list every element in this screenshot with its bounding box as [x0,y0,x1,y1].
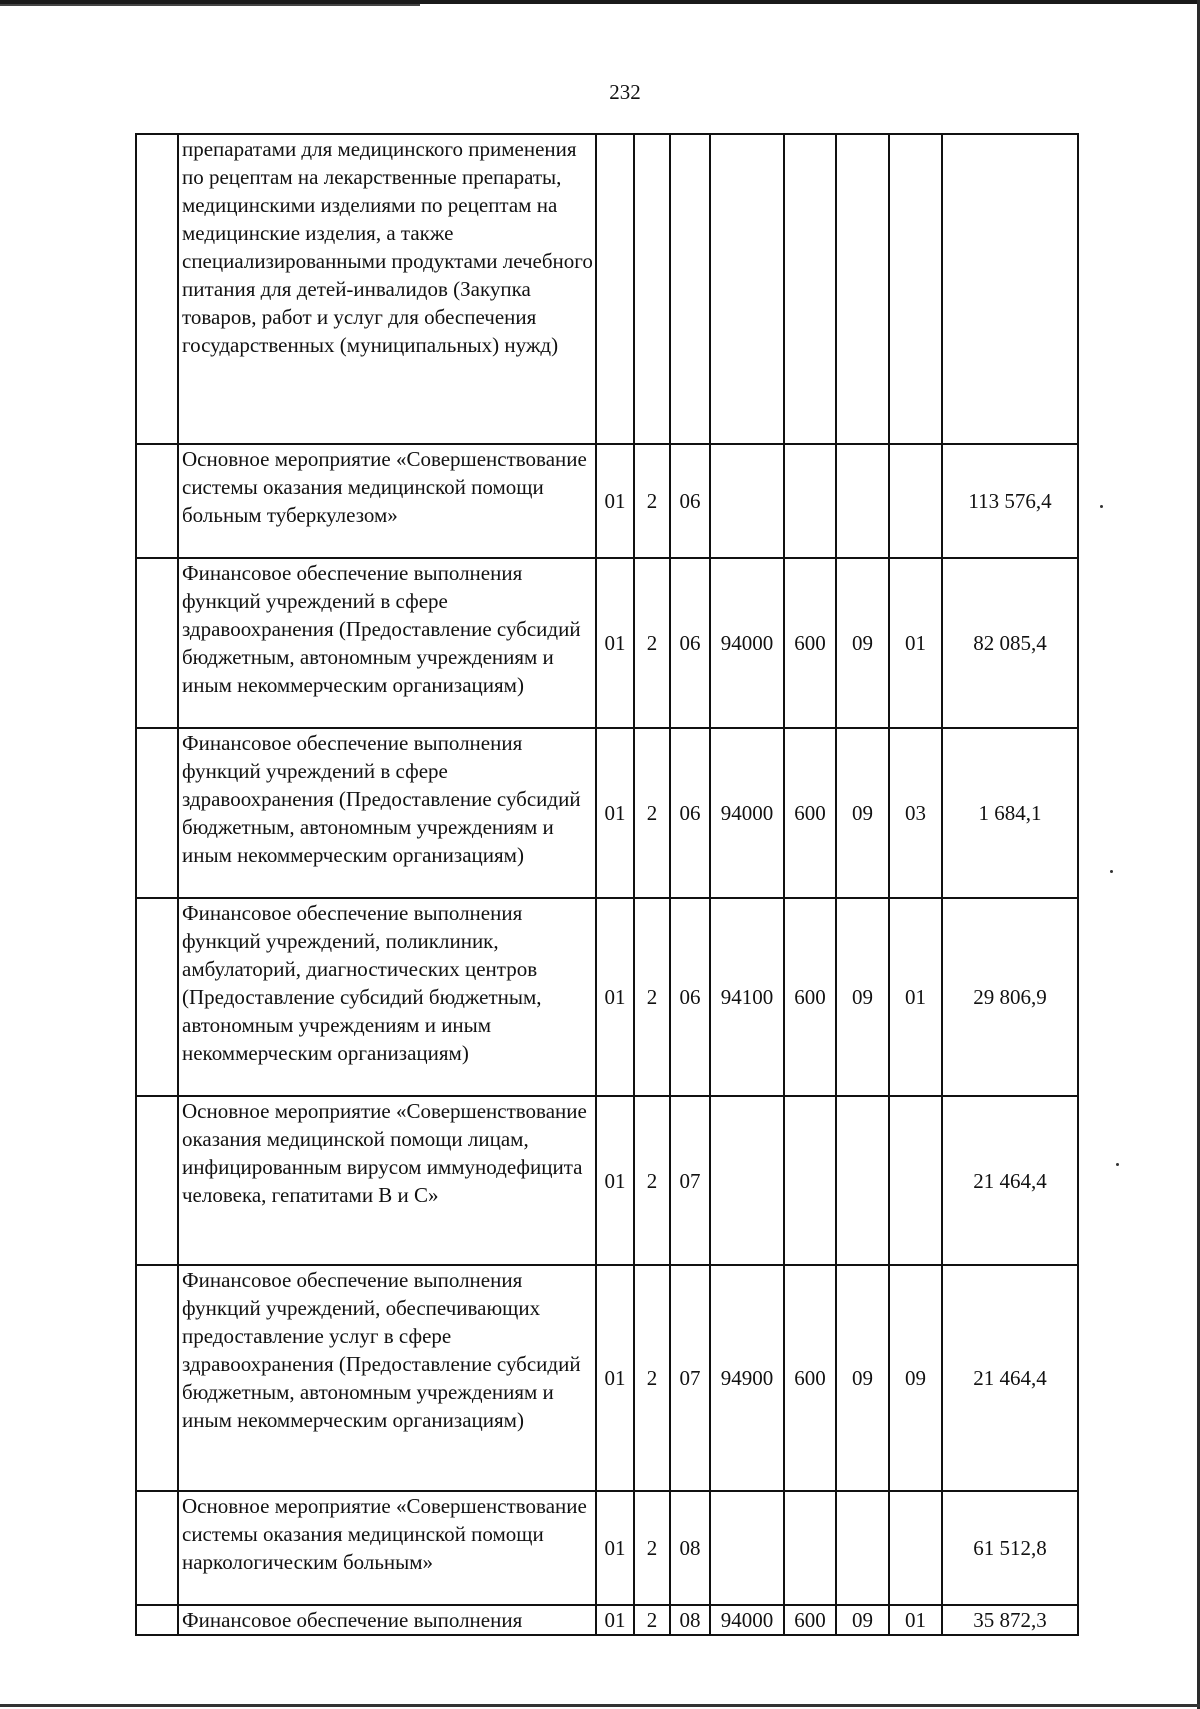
scan-speck [1100,505,1103,508]
code-cell: 01 [596,1605,634,1635]
code-cell: 01 [889,1605,942,1635]
row-index-cell [136,898,178,1096]
row-name-cell: Финансовое обеспечение выполнения функций учреждений, обеспечивающих предоставление услуг в сфере здравоохранения (Предоставление субсидий бюджетным, автономным учреждениям и иным некоммерческим организациям) [178,1265,596,1491]
row-index-cell [136,558,178,728]
code-cell: 07 [670,1096,710,1265]
code-cell [710,134,784,444]
code-cell: 600 [784,898,836,1096]
row-name-cell: Финансовое обеспечение выполнения функций учреждений, поликлиник, амбулаторий, диагностических центров (Предоставление субсидий бюджетным, автономным учреждениям и иным некоммерческим организациям) [178,898,596,1096]
code-cell: 2 [634,1096,670,1265]
code-cell: 01 [596,1265,634,1491]
code-cell: 08 [670,1605,710,1635]
code-cell [596,134,634,444]
code-cell: 2 [634,1491,670,1605]
code-cell [836,1491,889,1605]
code-cell [710,1491,784,1605]
table-row [136,558,1078,728]
code-cell [889,134,942,444]
code-cell [836,1096,889,1265]
row-name-cell: Финансовое обеспечение выполнения функций учреждений в сфере здравоохранения (Предоставление субсидий бюджетным, автономным учреждениям и иным некоммерческим организациям) [178,558,596,728]
amount-cell: 21 464,4 [942,1265,1078,1491]
row-index-cell [136,1096,178,1265]
scan-edge-top-fragment [0,4,420,6]
code-cell: 01 [596,728,634,898]
code-cell: 94000 [710,728,784,898]
code-cell: 94100 [710,898,784,1096]
code-cell: 09 [889,1265,942,1491]
amount-cell [942,134,1078,444]
amount-cell: 82 085,4 [942,558,1078,728]
row-name-cell: препаратами для медицинского применения по рецептам на лекарственные препараты, медицинскими изделиями по рецептам на медицинские изделия, а также специализированными продуктами лечебного питания для детей-инвалидов (Закупка товаров, работ и услуг для обеспечения государственных (муниципальных) нужд) [178,134,596,444]
scan-edge-bottom [0,1704,1200,1707]
code-cell: 94900 [710,1265,784,1491]
code-cell [710,444,784,558]
code-cell: 600 [784,728,836,898]
table-row [136,444,1078,558]
table-row [136,1491,1078,1605]
row-name-cell: Финансовое обеспечение выполнения функций учреждений в сфере здравоохранения (Предоставление субсидий бюджетным, автономным учреждениям и иным некоммерческим организациям) [178,728,596,898]
row-index-cell [136,1605,178,1635]
code-cell: 2 [634,1605,670,1635]
code-cell: 09 [836,558,889,728]
code-cell: 06 [670,898,710,1096]
code-cell: 2 [634,1265,670,1491]
amount-cell: 29 806,9 [942,898,1078,1096]
amount-cell: 21 464,4 [942,1096,1078,1265]
code-cell: 2 [634,558,670,728]
code-cell: 2 [634,898,670,1096]
code-cell [836,444,889,558]
code-cell [634,134,670,444]
row-name-cell: Основное мероприятие «Совершенствование оказания медицинской помощи лицам, инфицированным вирусом иммунодефицита человека, гепатитами В и С» [178,1096,596,1265]
code-cell [784,444,836,558]
code-cell: 01 [889,558,942,728]
amount-cell: 1 684,1 [942,728,1078,898]
code-cell: 600 [784,1265,836,1491]
table-row [136,1605,1078,1635]
code-cell: 600 [784,558,836,728]
code-cell [710,1096,784,1265]
code-cell: 09 [836,1265,889,1491]
table-row [136,134,1078,444]
code-cell: 01 [596,1096,634,1265]
row-index-cell [136,444,178,558]
code-cell [784,1491,836,1605]
budget-table [135,133,1079,1636]
code-cell [889,1491,942,1605]
code-cell [836,134,889,444]
amount-cell: 61 512,8 [942,1491,1078,1605]
row-name-cell: Основное мероприятие «Совершенствование системы оказания медицинской помощи больным туберкулезом» [178,444,596,558]
table-row [136,1096,1078,1265]
code-cell: 2 [634,444,670,558]
code-cell: 09 [836,898,889,1096]
code-cell [889,1096,942,1265]
code-cell: 06 [670,444,710,558]
code-cell: 01 [596,558,634,728]
code-cell [784,134,836,444]
code-cell: 01 [596,1491,634,1605]
row-index-cell [136,728,178,898]
code-cell: 06 [670,558,710,728]
table-row [136,728,1078,898]
code-cell: 600 [784,1605,836,1635]
table-row [136,1265,1078,1491]
code-cell: 01 [596,898,634,1096]
scan-speck [1116,1163,1119,1166]
code-cell [889,444,942,558]
code-cell: 2 [634,728,670,898]
code-cell: 08 [670,1491,710,1605]
code-cell: 94000 [710,1605,784,1635]
amount-cell: 35 872,3 [942,1605,1078,1635]
row-index-cell [136,134,178,444]
amount-cell: 113 576,4 [942,444,1078,558]
code-cell: 01 [889,898,942,1096]
code-cell: 09 [836,728,889,898]
code-cell: 94000 [710,558,784,728]
code-cell: 07 [670,1265,710,1491]
row-name-cell: Финансовое обеспечение выполнения [178,1605,596,1635]
code-cell: 06 [670,728,710,898]
code-cell: 01 [596,444,634,558]
code-cell: 09 [836,1605,889,1635]
code-cell: 03 [889,728,942,898]
code-cell [784,1096,836,1265]
scan-speck [1110,870,1113,873]
row-index-cell [136,1491,178,1605]
row-name-cell: Основное мероприятие «Совершенствование системы оказания медицинской помощи наркологическим больным» [178,1491,596,1605]
code-cell [670,134,710,444]
table-row [136,898,1078,1096]
page-number: 232 [609,80,641,104]
row-index-cell [136,1265,178,1491]
